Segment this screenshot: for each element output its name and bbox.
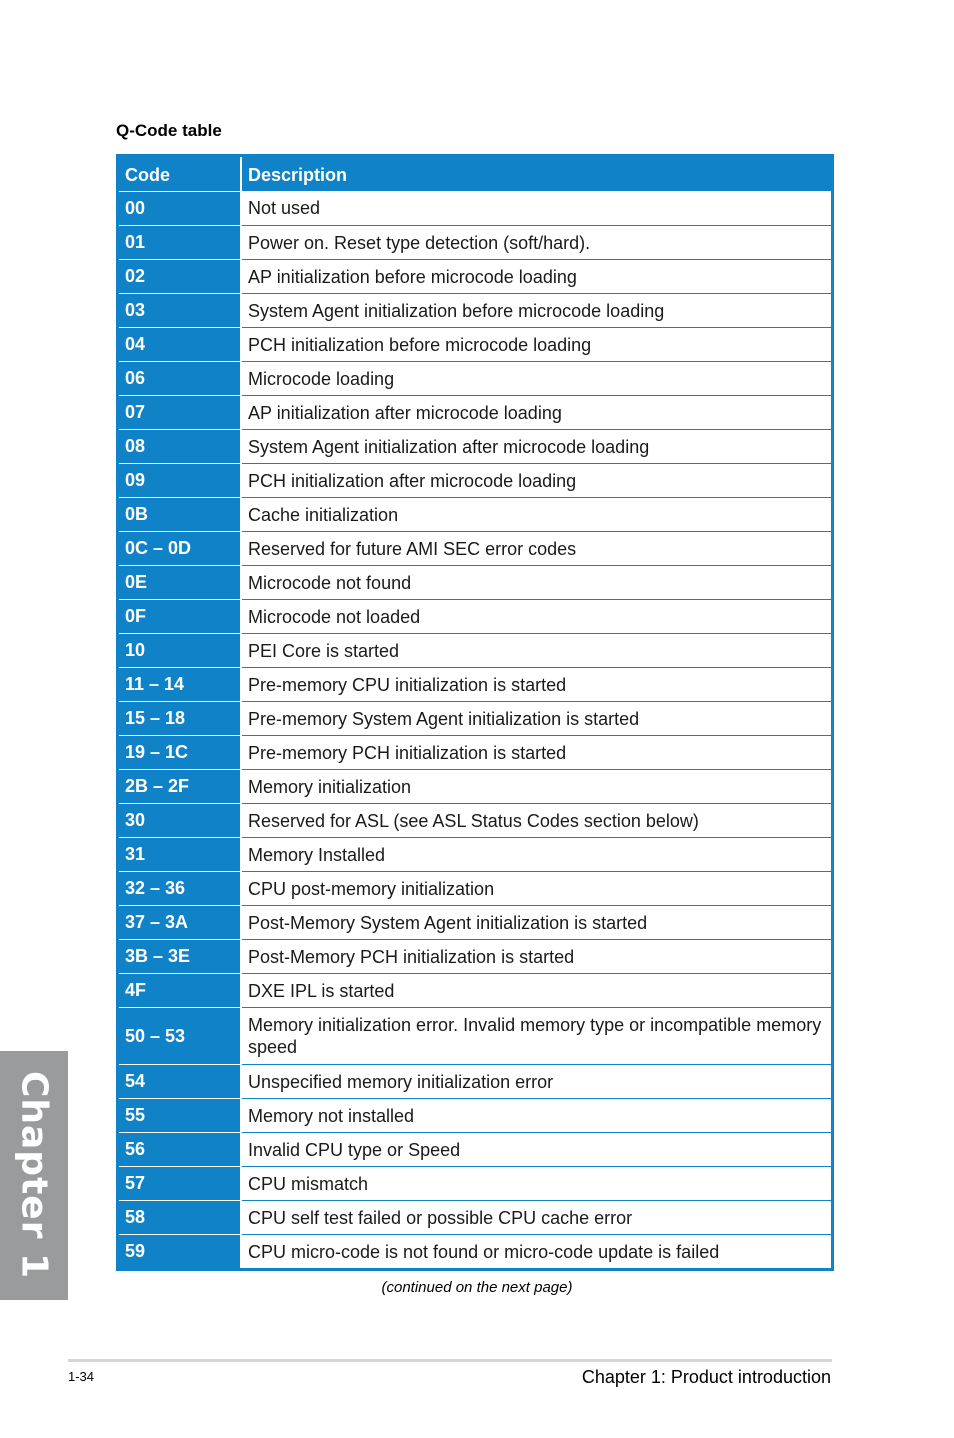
- table-row: [119, 667, 831, 701]
- row-description: Memory initialization: [242, 769, 831, 803]
- row-description: Invalid CPU type or Speed: [242, 1132, 831, 1166]
- table-row: [119, 497, 831, 531]
- row-code: 08: [119, 429, 242, 463]
- row-code: 06: [119, 361, 242, 395]
- row-code: 0B: [119, 497, 242, 531]
- table-row: [119, 973, 831, 1007]
- row-description: Microcode loading: [242, 361, 831, 395]
- table-row: [119, 531, 831, 565]
- table-row: [119, 225, 831, 259]
- row-code: 30: [119, 803, 242, 837]
- row-description: DXE IPL is started: [242, 973, 831, 1007]
- row-code: 59: [119, 1234, 242, 1268]
- row-code: 2B – 2F: [119, 769, 242, 803]
- row-description: Post-Memory PCH initialization is started: [242, 939, 831, 973]
- table-row: [119, 735, 831, 769]
- row-description: AP initialization after microcode loading: [242, 395, 831, 429]
- table-row: [119, 1007, 831, 1064]
- row-description: Post-Memory System Agent initialization is started: [242, 905, 831, 939]
- row-description: Reserved for future AMI SEC error codes: [242, 531, 831, 565]
- table-row: [119, 1098, 831, 1132]
- row-code: 03: [119, 293, 242, 327]
- row-description: Pre-memory PCH initialization is started: [242, 735, 831, 769]
- column-header-code: Code: [119, 157, 242, 191]
- row-description: Memory not installed: [242, 1098, 831, 1132]
- table-row: [119, 905, 831, 939]
- table-title: Q-Code table: [116, 121, 222, 140]
- row-code: 19 – 1C: [119, 735, 242, 769]
- table-header-row: [119, 157, 831, 191]
- row-code: 32 – 36: [119, 871, 242, 905]
- table-row: [119, 1166, 831, 1200]
- row-description: Memory initialization error. Invalid memory type or incompatible memory speed: [242, 1007, 831, 1064]
- row-description: System Agent initialization after microcode loading: [242, 429, 831, 463]
- row-description: PCH initialization after microcode loading: [242, 463, 831, 497]
- chapter-tab-label: Chapter 1: [13, 1070, 55, 1280]
- row-code: 10: [119, 633, 242, 667]
- row-code: 58: [119, 1200, 242, 1234]
- row-code: 11 – 14: [119, 667, 242, 701]
- row-description: CPU micro-code is not found or micro-code update is failed: [242, 1234, 831, 1268]
- table-row: [119, 599, 831, 633]
- table-row: [119, 565, 831, 599]
- row-description: Microcode not found: [242, 565, 831, 599]
- footer-chapter-title: Chapter 1: Product introduction: [581, 1367, 831, 1387]
- row-description: CPU self test failed or possible CPU cache error: [242, 1200, 831, 1234]
- row-code: 0C – 0D: [119, 531, 242, 565]
- table-row: [119, 259, 831, 293]
- table-row: [119, 939, 831, 973]
- row-code: 01: [119, 225, 242, 259]
- page-number: 1-34: [68, 1369, 95, 1384]
- row-code: 02: [119, 259, 242, 293]
- table-row: [119, 191, 831, 225]
- row-description: PCH initialization before microcode loading: [242, 327, 831, 361]
- row-description: Pre-memory CPU initialization is started: [242, 667, 831, 701]
- row-description: Memory Installed: [242, 837, 831, 871]
- row-code: 09: [119, 463, 242, 497]
- row-code: 15 – 18: [119, 701, 242, 735]
- column-header-description: Description: [242, 157, 831, 191]
- row-description: Unspecified memory initialization error: [242, 1064, 831, 1098]
- row-description: Not used: [242, 191, 831, 225]
- table-row: [119, 769, 831, 803]
- row-description: Pre-memory System Agent initialization is started: [242, 701, 831, 735]
- table-row: [119, 837, 831, 871]
- table-row: [119, 293, 831, 327]
- table-row: [119, 1064, 831, 1098]
- row-code: 31: [119, 837, 242, 871]
- continued-note: (continued on the next page): [381, 1279, 573, 1296]
- table-row: [119, 429, 831, 463]
- table-row: [119, 1200, 831, 1234]
- table-row: [119, 463, 831, 497]
- table-row: [119, 803, 831, 837]
- row-code: 57: [119, 1166, 242, 1200]
- row-code: 4F: [119, 973, 242, 1007]
- row-code: 55: [119, 1098, 242, 1132]
- footer-rule: [68, 1359, 832, 1362]
- row-description: Reserved for ASL (see ASL Status Codes section below): [242, 803, 831, 837]
- row-description: Power on. Reset type detection (soft/hard).: [242, 225, 831, 259]
- row-code: 3B – 3E: [119, 939, 242, 973]
- row-code: 0E: [119, 565, 242, 599]
- row-code: 07: [119, 395, 242, 429]
- table-row: [119, 1132, 831, 1166]
- table-row: [119, 327, 831, 361]
- row-code: 37 – 3A: [119, 905, 242, 939]
- row-code: 54: [119, 1064, 242, 1098]
- qcode-table: [116, 154, 834, 1271]
- row-code: 04: [119, 327, 242, 361]
- row-code: 56: [119, 1132, 242, 1166]
- table-row: [119, 1234, 831, 1268]
- row-description: Cache initialization: [242, 497, 831, 531]
- row-description: CPU mismatch: [242, 1166, 831, 1200]
- row-code: 00: [119, 191, 242, 225]
- row-description: AP initialization before microcode loading: [242, 259, 831, 293]
- table-row: [119, 871, 831, 905]
- row-description: CPU post-memory initialization: [242, 871, 831, 905]
- table-row: [119, 633, 831, 667]
- chapter-tab: [0, 1051, 68, 1300]
- table-row: [119, 395, 831, 429]
- row-code: 0F: [119, 599, 242, 633]
- row-description: Microcode not loaded: [242, 599, 831, 633]
- row-description: System Agent initialization before microcode loading: [242, 293, 831, 327]
- table-row: [119, 701, 831, 735]
- table-body: [119, 191, 831, 1268]
- table-row: [119, 361, 831, 395]
- row-description: PEI Core is started: [242, 633, 831, 667]
- row-code: 50 – 53: [119, 1007, 242, 1064]
